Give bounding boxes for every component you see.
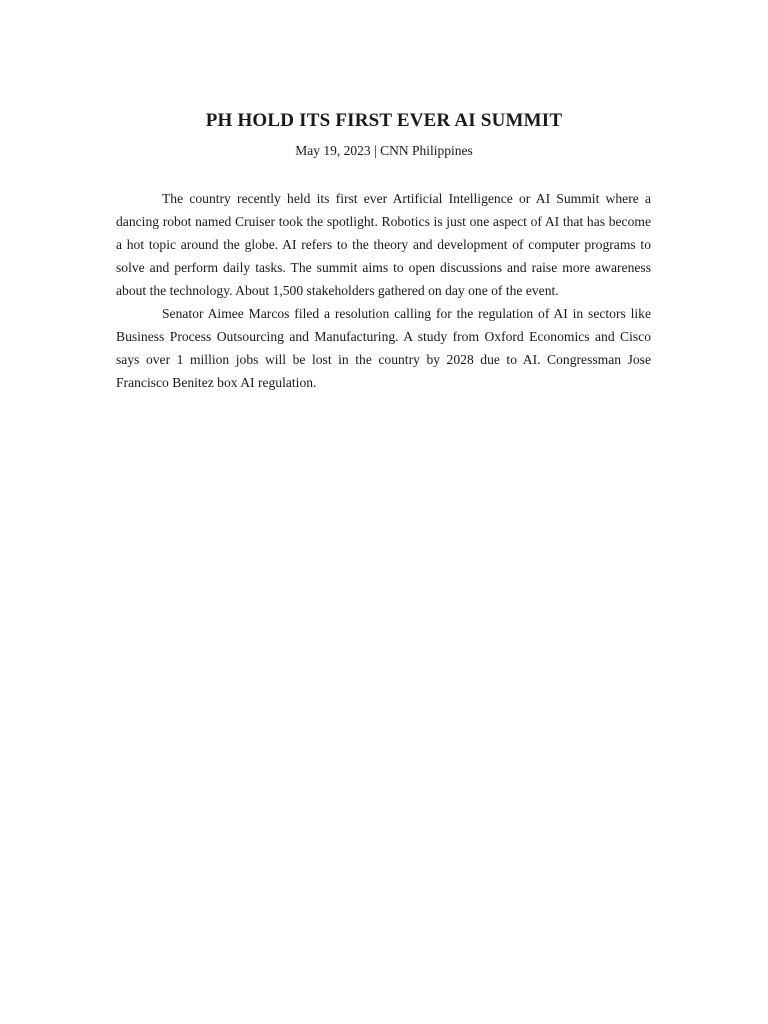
- article-paragraph-2: Senator Aimee Marcos filed a resolution calling for the regulation of AI in sectors like Business Process Outsourcing and Manufacturing. A study from Oxford Economics and Cisco says over 1 million jobs will be lost in the country by 2028 due to AI. Congressman Jose Francisco Benitez box AI regulation.: [116, 306, 651, 390]
- article-paragraph-1: The country recently held its first ever Artificial Intelligence or AI Summit where a dancing robot named Cruiser took the spotlight. Robotics is just one aspect of AI that has become a hot topic around the globe. AI refers to the theory and development of computer programs to solve and perform daily tasks. The summit aims to open discussions and raise more awareness about the technology. About 1,500 stakeholders gathered on day one of the event.: [116, 191, 651, 298]
- article-title: PH HOLD ITS FIRST EVER AI SUMMIT: [205, 110, 563, 131]
- article-body: [116, 187, 651, 394]
- article-dateline: May 19, 2023 | CNN Philippines: [295, 143, 473, 158]
